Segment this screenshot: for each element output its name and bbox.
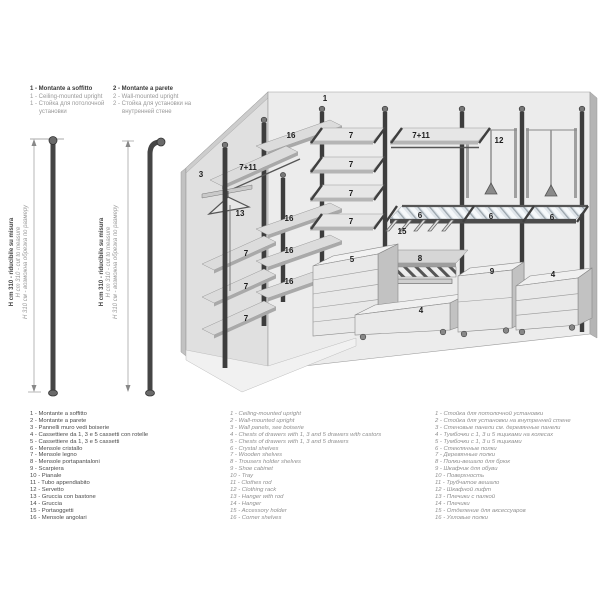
legend-item: 5 - Cassettiere da 1, 3 e 5 cassetti <box>30 438 120 445</box>
part-label: 7 <box>348 131 354 140</box>
legend-item: 1 - Стойка для потолочной установки <box>435 411 544 417</box>
part-label: 7+11 <box>412 131 430 140</box>
legend-item: 4 - Chests of drawers with 1, 3 and 5 drawers with castors <box>230 431 382 438</box>
legend-item: 9 - Scarpiera <box>30 466 64 473</box>
part-label: 7+11 <box>239 163 257 172</box>
part-label: 6 <box>549 213 555 222</box>
part-label: 7 <box>348 217 354 226</box>
castor <box>503 328 509 334</box>
part-label: 7 <box>243 249 249 258</box>
legend-item: 8 - Полки-вешало для брюк <box>435 459 510 466</box>
legend-item: 5 - Тумбочки с 1, 3 и 5 ящиками <box>435 438 522 445</box>
legend-item: 15 - Accessory holder <box>230 507 287 514</box>
part-label: 6 <box>488 212 494 221</box>
legend-item: 14 - Плечики <box>435 500 470 507</box>
legend-item: 6 - Mensole cristallo <box>30 445 83 452</box>
part-label: 16 <box>284 277 294 286</box>
upright1-title-en: 1 - Ceiling-mounted upright <box>30 93 103 100</box>
part-label: 7 <box>348 189 354 198</box>
upright-1-drawing <box>28 137 64 397</box>
legend-item: 12 - Шкафной лифт <box>435 486 492 493</box>
part-label: 4 <box>550 270 556 279</box>
legend-item: 9 - Shoe cabinet <box>230 466 273 473</box>
legend-item: 14 - Hanger <box>230 500 262 507</box>
castor <box>461 331 467 337</box>
part-label: 6 <box>417 211 423 220</box>
upright1-title-it: 1 - Montante a soffitto <box>30 86 93 92</box>
upright2-title-it: 2 - Montante a parete <box>113 86 174 92</box>
legend-italian <box>30 411 222 522</box>
legend-item: 12 - Clothing rack <box>230 486 277 493</box>
upright2-title-ru: 2 - Стойка для установки на внутренней стене <box>113 101 192 115</box>
legend-item: 4 - Тумбочки с 1, 3 и 5 ящиками на колесах <box>435 431 554 438</box>
legend-item: 5 - Chests of drawers with 1, 3 and 5 drawers <box>230 438 349 445</box>
legend-item: 7 - Деревянные полки <box>435 452 496 459</box>
legend-item: 11 - Tubo appendiabito <box>30 480 90 487</box>
part-label: 12 <box>494 136 504 145</box>
legend-item: 7 - Mensole legno <box>30 452 77 459</box>
legend-item: 6 - Crystal shelves <box>230 445 279 452</box>
castor <box>519 329 525 335</box>
part-label: 7 <box>243 282 249 291</box>
legend-item: 10 - Tray <box>230 473 254 480</box>
legend-item: 2 - Стойка для установки на внутренней стене <box>435 417 571 424</box>
legend-item: 15 - Portaoggetti <box>30 507 74 514</box>
castor <box>569 325 575 331</box>
upright2-title-en: 2 - Wall-mounted upright <box>113 93 179 100</box>
legend-item: 7 - Wooden shelves <box>230 452 283 459</box>
legend-item: 16 - Corner shelves <box>230 514 282 521</box>
legend-item: 11 - Clothes rod <box>230 480 272 487</box>
legend-item: 8 - Mensole portapantaloni <box>30 459 100 466</box>
castor <box>360 334 366 340</box>
legend-item: 13 - Hanger with rod <box>230 493 284 500</box>
part-label: 13 <box>235 209 245 218</box>
legend-item: 13 - Плечики с палкой <box>435 493 496 500</box>
part-label: 7 <box>348 160 354 169</box>
legend-item: 15 - Отделение для аксессуаров <box>435 507 526 514</box>
legend-item: 13 - Gruccia con bastone <box>30 493 96 500</box>
part-label: 16 <box>286 131 296 140</box>
left-wall-upright <box>222 142 228 368</box>
legend-item: 2 - Wall-mounted upright <box>230 417 295 424</box>
legend-item: 1 - Ceiling-mounted upright <box>230 411 302 417</box>
crystal-shelves <box>386 206 588 224</box>
upright1-title-ru: 1 - Стойка для потолочной установки <box>30 101 105 115</box>
part-label: 5 <box>349 255 355 264</box>
legend-item: 10 - Pianale <box>30 473 62 480</box>
legend-item: 4 - Cassettiere da 1, 3 e 5 cassetti con rotelle <box>30 431 149 438</box>
castor <box>440 329 446 335</box>
part-label: 1 <box>322 94 328 103</box>
legend-item: 1 - Montante a soffitto <box>30 411 87 417</box>
legend-item: 16 - Угловые полки <box>435 514 488 521</box>
legend-russian <box>435 411 597 522</box>
height-note-it: H cm 310 - riducibile su misura <box>9 217 15 307</box>
height-note-ru: H 310 см - возможна обрезка по размеру <box>23 205 29 319</box>
part-label: 4 <box>418 306 424 315</box>
legend-item: 3 - Pannelli muro vedi boiserie <box>30 424 110 431</box>
legend-item: 16 - Mensole angolari <box>30 514 87 521</box>
part-label: 8 <box>417 254 423 263</box>
legend-item: 3 - Стеновые панели см. деревянные панели <box>435 424 561 431</box>
height-note-en: H cm 310 - cut to measure <box>16 226 22 298</box>
room-walls <box>181 92 597 392</box>
legend-item: 6 - Стеклянные полки <box>435 445 497 452</box>
part-label: 9 <box>489 267 495 276</box>
legend-item: 14 - Gruccia <box>30 500 63 507</box>
legend-item: 3 - Wall panels, see boiserie <box>230 424 304 431</box>
upright2-height-note: H cm 310 - riducibile su misura H cm 310 - cut to measure H 310 см - возможна обрезка по размеру <box>99 205 119 319</box>
part-label: 3 <box>198 170 204 179</box>
part-label: 16 <box>284 246 294 255</box>
legend-item: 8 - Trousers holder shelves <box>230 459 301 466</box>
part-label: 15 <box>397 227 407 236</box>
legend-item: 12 - Servetto <box>30 486 64 493</box>
legend-english <box>230 411 430 522</box>
upright-2-drawing <box>122 138 165 396</box>
part-label: 16 <box>284 214 294 223</box>
legend-item: 9 - Шкафчик для обуви <box>435 466 498 473</box>
legend-item: 10 - Поверхность <box>435 473 485 480</box>
legend-item: 11 - Трубчатое вешало <box>435 480 500 487</box>
legend-item: 2 - Montante a parete <box>30 417 87 424</box>
part-label: 7 <box>243 314 249 323</box>
